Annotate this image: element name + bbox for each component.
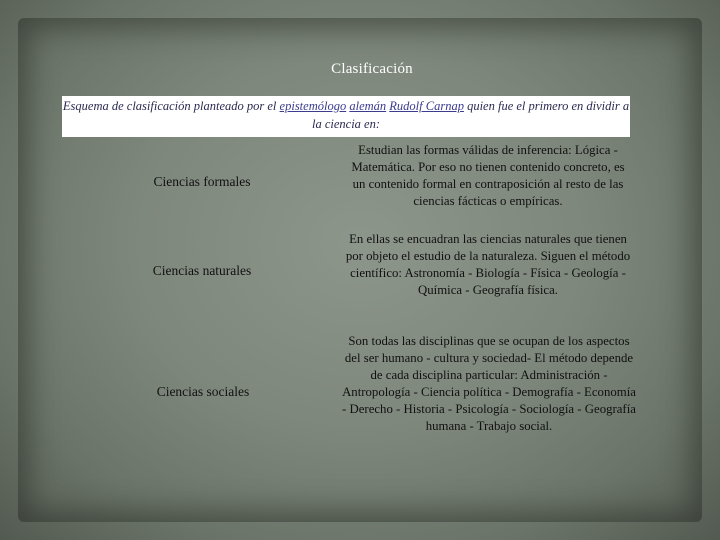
desc-ciencias-sociales: Son todas las disciplinas que se ocupan de los aspectos del ser humano - cultura y sociedad- El método depende de cada disciplina particular: Administración - Antropología - Ciencia política - Demografía - Economía - Derecho - Historia - Psicología - Sociología - Geografía humana - Trabajo social.	[342, 334, 636, 433]
label-ciencias-sociales: Ciencias sociales	[156, 384, 250, 399]
intro-text-box	[62, 96, 630, 137]
label-ciencias-naturales: Ciencias naturales	[152, 263, 252, 278]
label-ciencias-formales: Ciencias formales	[153, 174, 251, 189]
desc-ciencias-naturales: En ellas se encuadran las ciencias naturales que tienen por objeto el estudio de la naturaleza. Siguen el método científico: Astronomía - Biología - Física - Geología - Química - Geografía física.	[345, 232, 631, 297]
intro-text-end: quien fue el primero en dividir a la ciencia en:	[311, 99, 630, 131]
link-aleman[interactable]: alemán	[349, 99, 387, 113]
link-rudolf-carnap[interactable]: Rudolf Carnap	[389, 99, 464, 113]
desc-ciencias-formales: Estudian las formas válidas de inferencia: Lógica - Matemática. Por eso no tienen contenido concreto, es un contenido formal en contraposición al resto de las ciencias fácticas o empíricas.	[351, 143, 625, 208]
link-epistemologo[interactable]: epistemólogo	[279, 99, 347, 113]
intro-text-start: Esquema de clasificación planteado por el	[62, 99, 280, 113]
slide-title: Clasificación	[331, 61, 413, 77]
